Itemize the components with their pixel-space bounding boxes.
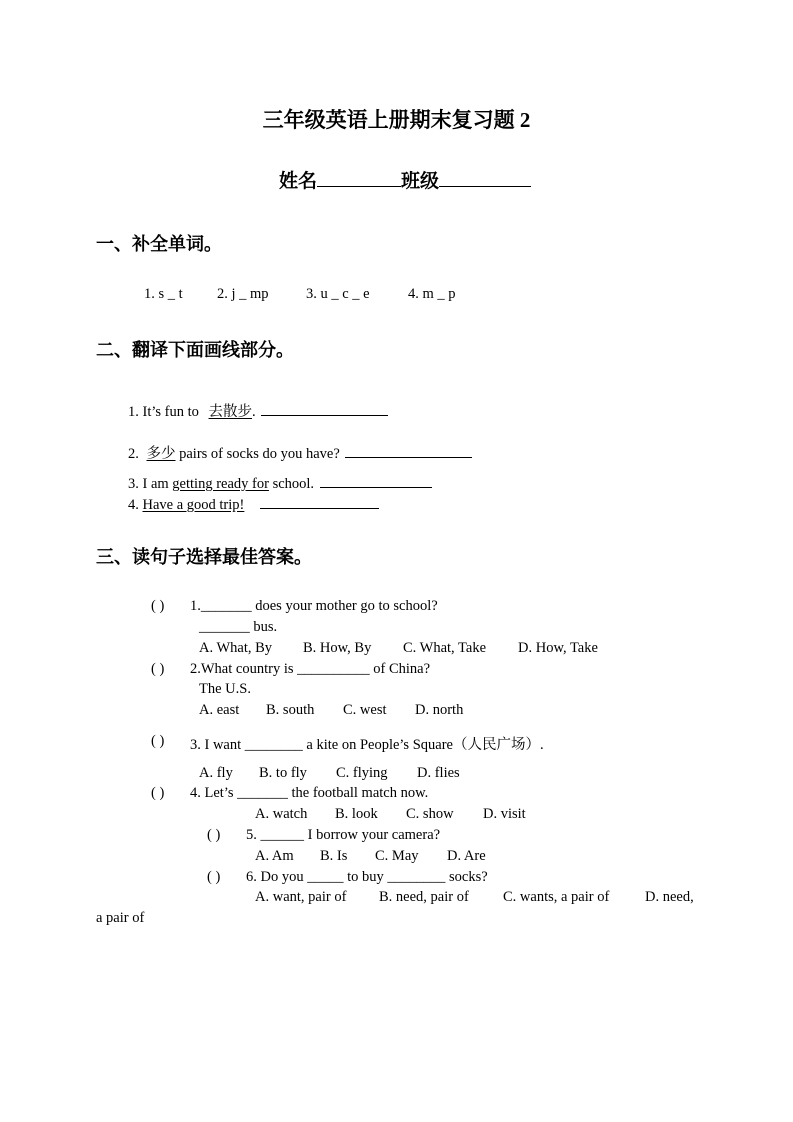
section1-item: 4. m _ p	[408, 286, 456, 302]
section1-heading: 一、补全单词。	[96, 234, 222, 254]
option-row	[255, 806, 526, 823]
answer-paren[interactable]: ( )	[207, 827, 221, 843]
answer-paren[interactable]: ( )	[151, 785, 165, 801]
option-a: A. want, pair of	[255, 889, 347, 905]
section2-question-3	[128, 473, 432, 493]
answer-paren[interactable]: ( )	[151, 733, 165, 749]
section1-item: 1. s _ t	[144, 286, 183, 302]
question-text: 6. Do you _____ to buy ________ socks?	[246, 869, 488, 885]
option-b: B. Is	[320, 848, 348, 864]
option-wrap-text: a pair of	[96, 910, 145, 926]
option-c: C. May	[375, 848, 419, 864]
class-label: 班级	[401, 171, 440, 192]
section3-heading: 三、读句子选择最佳答案。	[96, 547, 312, 567]
underlined-phrase: 多少	[146, 446, 176, 462]
section2-question-4	[128, 494, 379, 514]
option-b: B. to fly	[259, 765, 307, 781]
page-title: 三年级英语上册期末复习题 2	[262, 108, 531, 132]
answer-blank[interactable]	[261, 401, 388, 416]
option-a: A. fly	[199, 765, 233, 781]
option-b: B. south	[266, 702, 315, 718]
option-a: A. Am	[255, 848, 294, 864]
answer-paren[interactable]: ( )	[151, 661, 165, 677]
option-row	[199, 640, 598, 657]
section2-heading: 二、翻译下面画线部分。	[96, 340, 294, 360]
underlined-phrase: Have a good trip!	[142, 497, 245, 513]
option-d: D. flies	[417, 765, 460, 781]
option-c: C. west	[343, 702, 387, 718]
option-d: D. north	[415, 702, 464, 718]
name-blank[interactable]	[317, 167, 401, 187]
option-d: D. How, Take	[518, 640, 598, 656]
option-a: A. What, By	[199, 640, 273, 656]
question-text: .	[252, 404, 260, 420]
name-label: 姓名	[279, 171, 318, 192]
answer-paren[interactable]: ( )	[151, 598, 165, 614]
option-d: D. Are	[447, 848, 486, 864]
option-a: A. watch	[255, 806, 308, 822]
answer-paren[interactable]: ( )	[207, 869, 221, 885]
name-class-row	[279, 166, 531, 193]
answer-blank[interactable]	[260, 494, 379, 509]
question-text: 1._______ does your mother go to school?	[190, 598, 438, 614]
option-row	[255, 848, 486, 865]
question-text: school.	[268, 476, 318, 492]
option-c: C. What, Take	[403, 640, 487, 656]
question-text: 2.	[128, 446, 143, 462]
underlined-phrase: getting ready for	[172, 476, 269, 492]
question-text: 3. I am	[128, 476, 173, 492]
section2-question-2	[128, 442, 472, 463]
option-b: B. look	[335, 806, 378, 822]
question-text: 5. ______ I borrow your camera?	[246, 827, 441, 843]
option-b: B. How, By	[303, 640, 372, 656]
question-subline: _______ bus.	[199, 619, 278, 635]
question-text: 4. Let’s _______ the football match now.	[190, 785, 429, 801]
option-row	[255, 889, 694, 906]
underlined-phrase: 去散步	[208, 404, 253, 420]
question-text: 3. I want ________ a kite on People’s Square（人民广场）.	[190, 737, 544, 753]
question-text: 4.	[128, 497, 143, 513]
question-text: pairs of socks do you have?	[175, 446, 344, 462]
option-a: A. east	[199, 702, 240, 718]
option-d: D. visit	[483, 806, 526, 822]
section1-item: 3. u _ c _ e	[306, 286, 370, 302]
answer-blank[interactable]	[345, 443, 472, 458]
question-text: 2.What country is __________ of China?	[190, 661, 431, 677]
option-c: C. show	[406, 806, 454, 822]
question-text: 1. It’s fun to	[128, 404, 203, 420]
option-c: C. wants, a pair of	[503, 889, 610, 905]
option-d: D. need,	[645, 889, 694, 905]
question-subline: The U.S.	[199, 681, 251, 697]
section1-item: 2. j _ mp	[217, 286, 269, 302]
class-blank[interactable]	[439, 167, 531, 187]
option-row	[199, 765, 460, 782]
option-b: B. need, pair of	[379, 889, 469, 905]
option-c: C. flying	[336, 765, 388, 781]
section2-question-1	[128, 400, 388, 421]
option-row	[199, 702, 463, 719]
answer-blank[interactable]	[320, 473, 432, 488]
